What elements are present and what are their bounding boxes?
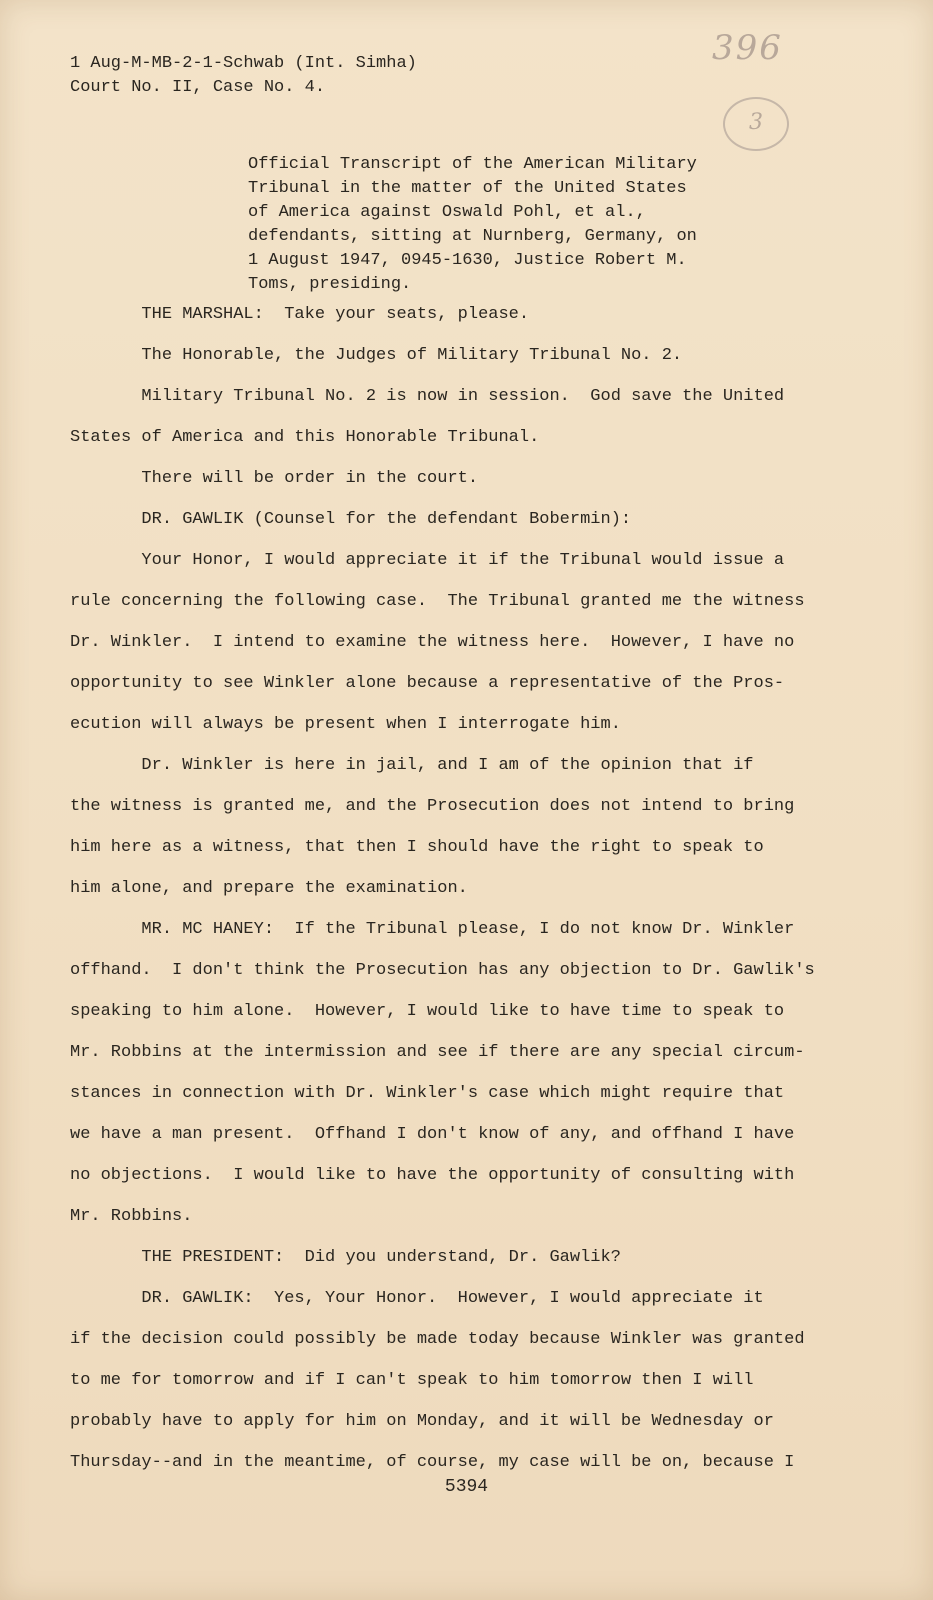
body-line: opportunity to see Winkler alone because a representative of the Pros- (70, 674, 785, 693)
body-line: ecution will always be present when I interrogate him. (70, 715, 621, 734)
body-line: to me for tomorrow and if I can't speak to him tomorrow then I will (70, 1371, 754, 1390)
caption-line: 1 August 1947, 0945-1630, Justice Robert M. (248, 251, 687, 270)
body-line: There will be order in the court. (70, 469, 479, 488)
body-line: him alone, and prepare the examination. (70, 879, 468, 898)
caption-line: Tribunal in the matter of the United States (248, 179, 687, 198)
header-court-case: Court No. II, Case No. 4. (70, 78, 326, 97)
caption-line: Official Transcript of the American Military (248, 155, 697, 174)
body-line: Dr. Winkler. I intend to examine the witness here. However, I have no (70, 633, 795, 652)
body-line: speaking to him alone. However, I would like to have time to speak to (70, 1002, 785, 1021)
header-reference: 1 Aug-M-MB-2-1-Schwab (Int. Simha) (70, 54, 417, 73)
body-line: THE PRESIDENT: Did you understand, Dr. Gawlik? (70, 1248, 621, 1267)
caption-line: Toms, presiding. (248, 275, 412, 294)
body-line: Dr. Winkler is here in jail, and I am of the opinion that if (70, 756, 754, 775)
page-number: 5394 (444, 1477, 489, 1497)
transcript-body (70, 294, 850, 1483)
handwritten-page-number: 396 (712, 28, 783, 68)
body-line: the witness is granted me, and the Prosecution does not intend to bring (70, 797, 795, 816)
body-line: if the decision could possibly be made today because Winkler was granted (70, 1330, 805, 1349)
body-line: The Honorable, the Judges of Military Tribunal No. 2. (70, 346, 683, 365)
body-line: Mr. Robbins at the intermission and see if there are any special circum- (70, 1043, 805, 1062)
body-line: him here as a witness, that then I should have the right to speak to (70, 838, 764, 857)
body-line: States of America and this Honorable Tribunal. (70, 428, 540, 447)
body-line: MR. MC HANEY: If the Tribunal please, I do not know Dr. Winkler (70, 920, 795, 939)
caption-line: defendants, sitting at Nurnberg, Germany, on (248, 227, 697, 246)
body-line: Your Honor, I would appreciate it if the Tribunal would issue a (70, 551, 785, 570)
body-line: THE MARSHAL: Take your seats, please. (70, 305, 530, 324)
body-line: Mr. Robbins. (70, 1207, 193, 1226)
body-line: rule concerning the following case. The Tribunal granted me the witness (70, 592, 805, 611)
body-line: Military Tribunal No. 2 is now in session. God save the United (70, 387, 785, 406)
caption-line: of America against Oswald Pohl, et al., (248, 203, 646, 222)
body-line: Thursday--and in the meantime, of course, my case will be on, because I (70, 1453, 795, 1472)
body-line: no objections. I would like to have the opportunity of consulting with (70, 1166, 795, 1185)
body-line: DR. GAWLIK (Counsel for the defendant Bobermin): (70, 510, 632, 529)
transcript-caption (248, 153, 768, 297)
body-line: probably have to apply for him on Monday, and it will be Wednesday or (70, 1412, 774, 1431)
body-line: DR. GAWLIK: Yes, Your Honor. However, I would appreciate it (70, 1289, 764, 1308)
handwritten-circled-mark: 3 (723, 97, 789, 151)
document-header (70, 52, 417, 100)
body-line: offhand. I don't think the Prosecution has any objection to Dr. Gawlik's (70, 961, 815, 980)
body-line: stances in connection with Dr. Winkler's case which might require that (70, 1084, 785, 1103)
body-line: we have a man present. Offhand I don't know of any, and offhand I have (70, 1125, 795, 1144)
